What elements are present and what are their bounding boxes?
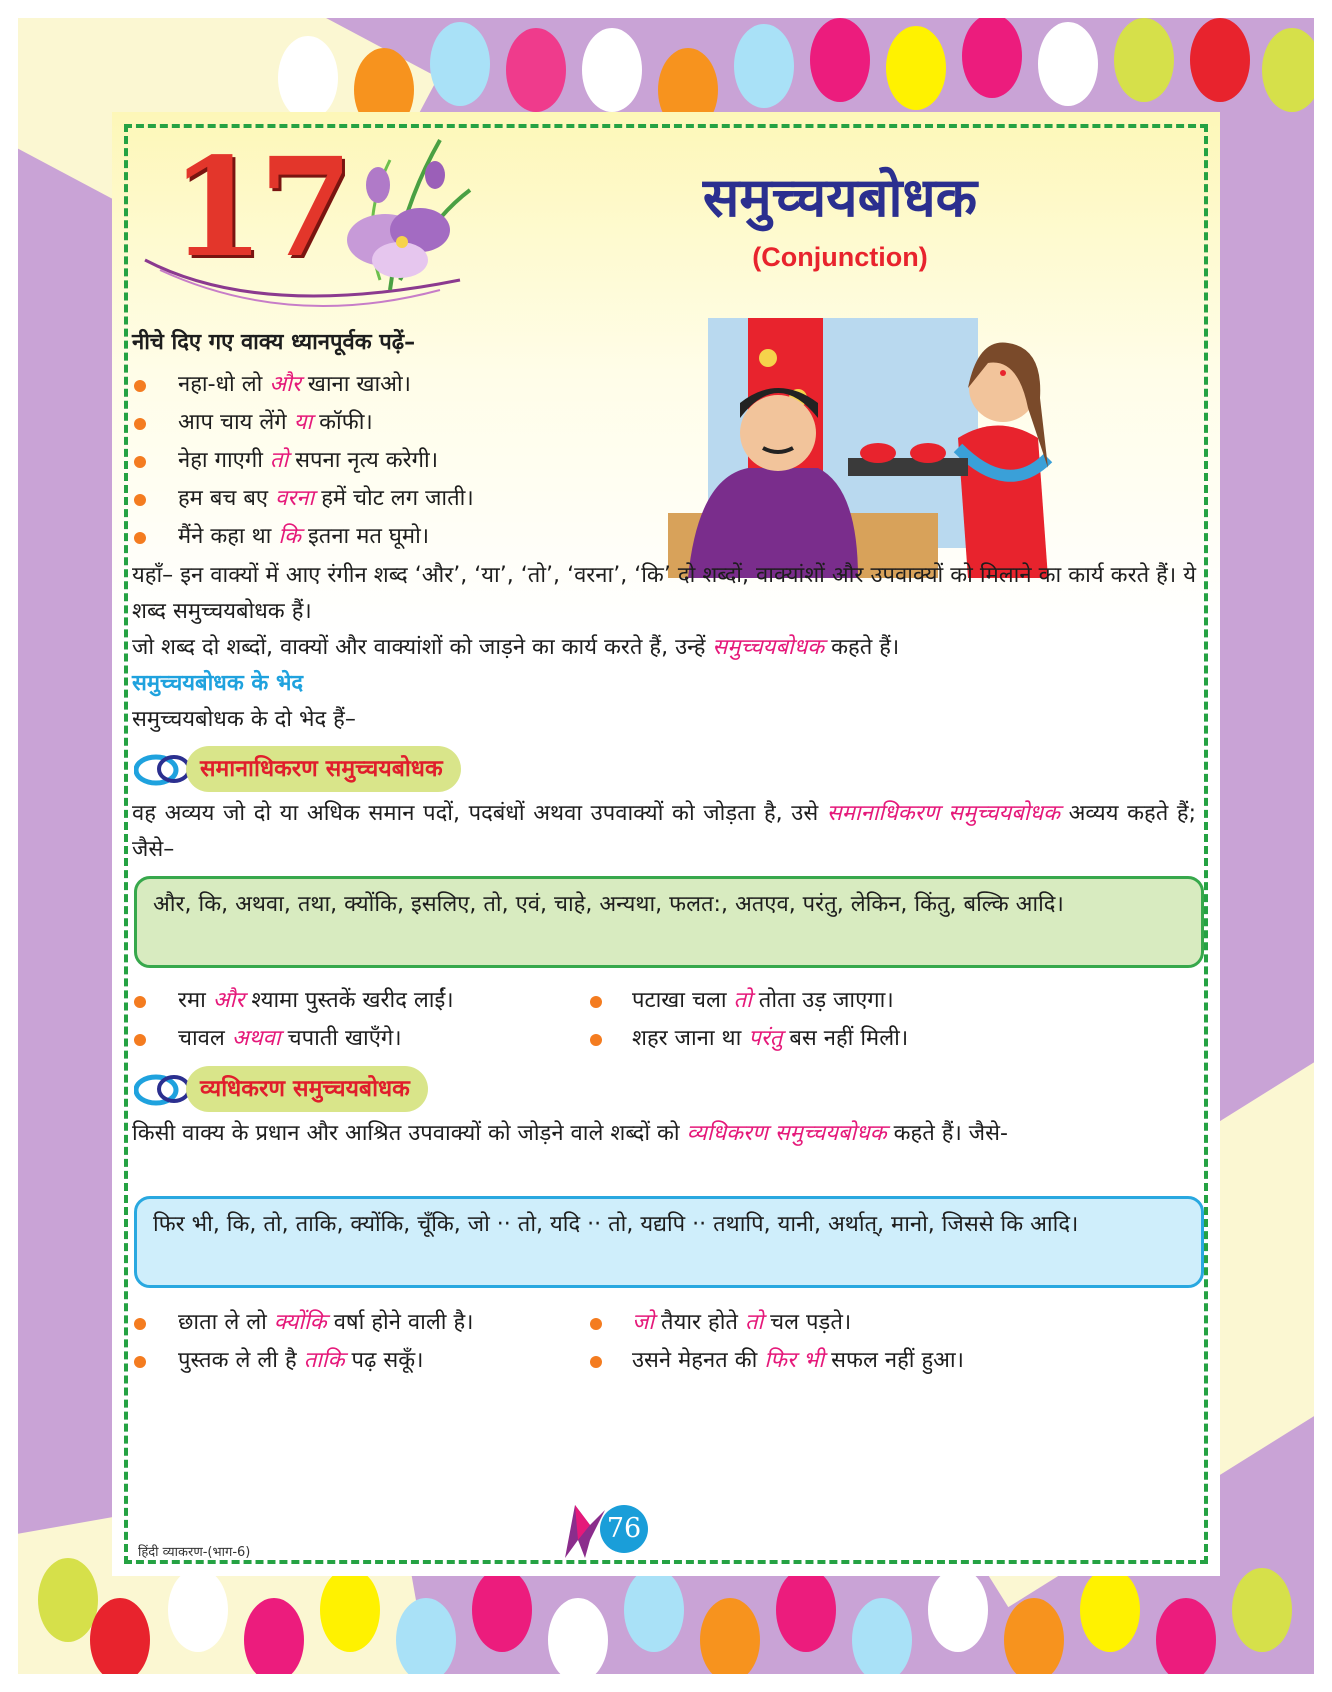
polka-dot	[244, 1598, 304, 1674]
bullet-icon	[590, 1034, 602, 1046]
example-sentence	[178, 1305, 473, 1341]
polka-dot	[700, 1598, 760, 1674]
chapter-title: समुच्चयबोधक	[702, 166, 978, 229]
intro-heading: नीचे दिए गए वाक्य ध्यानपूर्वक पढ़ें–	[132, 330, 416, 355]
bullet-icon	[134, 418, 146, 430]
polka-dot	[1080, 1568, 1140, 1652]
bullet-icon	[590, 1318, 602, 1330]
polka-dot	[38, 1558, 98, 1642]
types-text: समुच्चयबोधक के दो भेद हैं–	[132, 707, 356, 732]
bullet-icon	[134, 494, 146, 506]
sentence-text: मैंने कहा था	[178, 524, 279, 549]
sentence-text: खाना खाओ।	[300, 372, 412, 397]
definition-text: जो शब्द दो शब्दों, वाक्यों और वाक्यांशों को जाड़ने का कार्य करते हैं, उन्हें	[132, 635, 713, 660]
intro-sentence	[178, 367, 411, 403]
bullet-icon	[134, 1318, 146, 1330]
bullet-icon	[590, 1356, 602, 1368]
polka-dot	[1190, 18, 1250, 102]
conjunction-word: और	[212, 988, 245, 1013]
conjunction-word: फिर भी	[764, 1348, 825, 1373]
sentence-text: पढ़ सकूँ।	[344, 1348, 424, 1373]
conjunction-word: अथवा	[231, 1026, 281, 1051]
subordinating-word-box: फिर भी, कि, तो, ताकि, क्योंकि, चूँकि, जो ·· तो, यदि ·· तो, यद्यपि ·· तथापि, यानी, अर्थात्, मानो, जिससे कि आदि।	[134, 1196, 1204, 1288]
chapter-number: 17	[170, 128, 348, 288]
sentence-text: चपाती खाएँगे।	[280, 1026, 402, 1051]
polka-dot	[734, 24, 794, 108]
definition-term: समानाधिकरण समुच्चयबोधक	[826, 801, 1060, 826]
conjunction-word: परंतु	[748, 1026, 783, 1051]
types-heading: समुच्चयबोधक के भेद	[132, 671, 304, 696]
example-sentence	[632, 983, 894, 1019]
sentence-text: वर्षा होने वाली है।	[326, 1310, 474, 1335]
conjunction-word: ताकि	[303, 1348, 345, 1373]
sentence-text: इतना मत घूमो।	[301, 524, 430, 549]
polka-dot	[168, 1568, 228, 1652]
polka-dot	[810, 18, 870, 102]
polka-dot	[852, 1598, 912, 1674]
subordinating-definition	[132, 1116, 1196, 1152]
polka-dot	[1262, 28, 1314, 112]
sentence-text: नहा-धो लो	[178, 372, 270, 397]
polka-dot	[506, 28, 566, 112]
polka-dot	[624, 1568, 684, 1652]
polka-dot	[928, 1568, 988, 1652]
sentence-text: सपना नृत्य करेगी।	[288, 448, 439, 473]
swirl-icon	[134, 752, 192, 786]
example-sentence	[178, 1021, 402, 1057]
sentence-text: सफल नहीं हुआ।	[824, 1348, 964, 1373]
intro-sentence	[178, 443, 438, 479]
polka-dot	[886, 26, 946, 110]
bullet-icon	[590, 996, 602, 1008]
conjunction-word: या	[293, 410, 313, 435]
conjunction-word: तो	[269, 448, 289, 473]
conjunction-word: जो	[632, 1310, 655, 1335]
section-title-subordinating: व्यधिकरण समुच्चयबोधक	[186, 1066, 428, 1112]
definition-term: समुच्चयबोधक	[712, 635, 825, 660]
swirl-icon	[134, 1072, 192, 1106]
definition-text: वह अव्यय जो दो या अधिक समान पदों, पदबंधों अथवा उपवाक्यों को जोड़ता है, उसे	[132, 801, 827, 826]
section-title-coordinating: समानाधिकरण समुच्चयबोधक	[186, 746, 461, 792]
polka-dot	[776, 1568, 836, 1652]
definition-text: अव्यय कहते हैं; जैसे–	[132, 801, 1196, 862]
definition-text: कहते हैं। जैसे-	[886, 1121, 1008, 1146]
polka-dot	[430, 22, 490, 106]
polka-dot	[582, 28, 642, 112]
page-number: 76	[600, 1505, 648, 1553]
sentence-text: पटाखा चला	[632, 988, 734, 1013]
tea-serving-illustration	[668, 318, 1108, 578]
sentence-text: चावल	[178, 1026, 232, 1051]
bullet-icon	[134, 456, 146, 468]
polka-dot	[90, 1598, 150, 1674]
bullet-icon	[134, 1034, 146, 1046]
sentence-text: बस नहीं मिली।	[782, 1026, 909, 1051]
bullet-icon	[134, 1356, 146, 1368]
sentence-text: नेहा गाएगी	[178, 448, 270, 473]
polka-dot	[320, 1568, 380, 1652]
sentence-text: आप चाय लेंगे	[178, 410, 294, 435]
polka-dot	[472, 1568, 532, 1652]
polka-dot	[1004, 1598, 1064, 1674]
polka-dot	[1156, 1598, 1216, 1674]
definition-paragraph	[132, 630, 1196, 666]
bullet-icon	[134, 996, 146, 1008]
polka-dot	[548, 1598, 608, 1674]
book-title-footer: हिंदी व्याकरण-(भाग-6)	[138, 1545, 251, 1560]
polka-dot	[278, 36, 338, 120]
sentence-text: कॉफी।	[312, 410, 373, 435]
flower-illustration	[140, 130, 480, 330]
example-sentence	[178, 983, 454, 1019]
sentence-text: तोता उड़ जाएगा।	[751, 988, 894, 1013]
polka-dot	[962, 18, 1022, 98]
sentence-text: हम बच बए	[178, 486, 276, 511]
conjunction-word: कि	[278, 524, 301, 549]
sentence-text: छाता ले लो	[178, 1310, 274, 1335]
sentence-text: रमा	[178, 988, 213, 1013]
coordinating-word-box: और, कि, अथवा, तथा, क्योंकि, इसलिए, तो, एवं, चाहे, अन्यथा, फलत:, अतएव, परंतु, लेकिन, किंतु, बल्कि आदि।	[134, 876, 1204, 968]
conjunction-word: तो	[744, 1310, 764, 1335]
sentence-text: हमें चोट लग जाती।	[314, 486, 474, 511]
intro-sentence	[178, 519, 429, 555]
sentence-text: उसने मेहनत की	[632, 1348, 765, 1373]
example-sentence	[178, 1343, 424, 1379]
coordinating-definition	[132, 796, 1196, 868]
conjunction-word: और	[269, 372, 301, 397]
polka-dot	[396, 1598, 456, 1674]
polka-dot	[1232, 1568, 1292, 1652]
example-sentence	[632, 1021, 908, 1057]
example-sentence	[632, 1305, 851, 1341]
conjunction-word: तो	[733, 988, 752, 1013]
definition-term: व्यधिकरण समुच्चयबोधक	[686, 1121, 887, 1146]
intro-sentence	[178, 405, 373, 441]
example-sentence	[632, 1343, 964, 1379]
explanation-paragraph: यहाँ– इन वाक्यों में आए रंगीन शब्द ‘और’, ‘या’, ‘तो’, ‘वरना’, ‘कि’ दो शब्दों, वाक्यांशों और उपवाक्यों को मिलाने का कार्य करते हैं। ये शब्द समुच्चयबोधक हैं।	[132, 563, 1196, 624]
bullet-icon	[134, 380, 146, 392]
sentence-text: पुस्तक ले ली है	[178, 1348, 304, 1373]
polka-dot	[1114, 18, 1174, 102]
definition-text: किसी वाक्य के प्रधान और आश्रित उपवाक्यों को जोड़ने वाले शब्दों को	[132, 1121, 687, 1146]
conjunction-word: क्योंकि	[273, 1310, 327, 1335]
intro-sentence	[178, 481, 474, 517]
sentence-text: चल पड़ते।	[763, 1310, 852, 1335]
sentence-text: शहर जाना था	[632, 1026, 749, 1051]
sentence-text: श्यामा पुस्तकें खरीद लाईं।	[244, 988, 454, 1013]
definition-text: कहते हैं।	[824, 635, 900, 660]
bullet-icon	[134, 532, 146, 544]
chapter-subtitle: (Conjunction)	[752, 242, 928, 272]
conjunction-word: वरना	[275, 486, 315, 511]
sentence-text: तैयार होते	[654, 1310, 745, 1335]
polka-dot	[1038, 22, 1098, 106]
